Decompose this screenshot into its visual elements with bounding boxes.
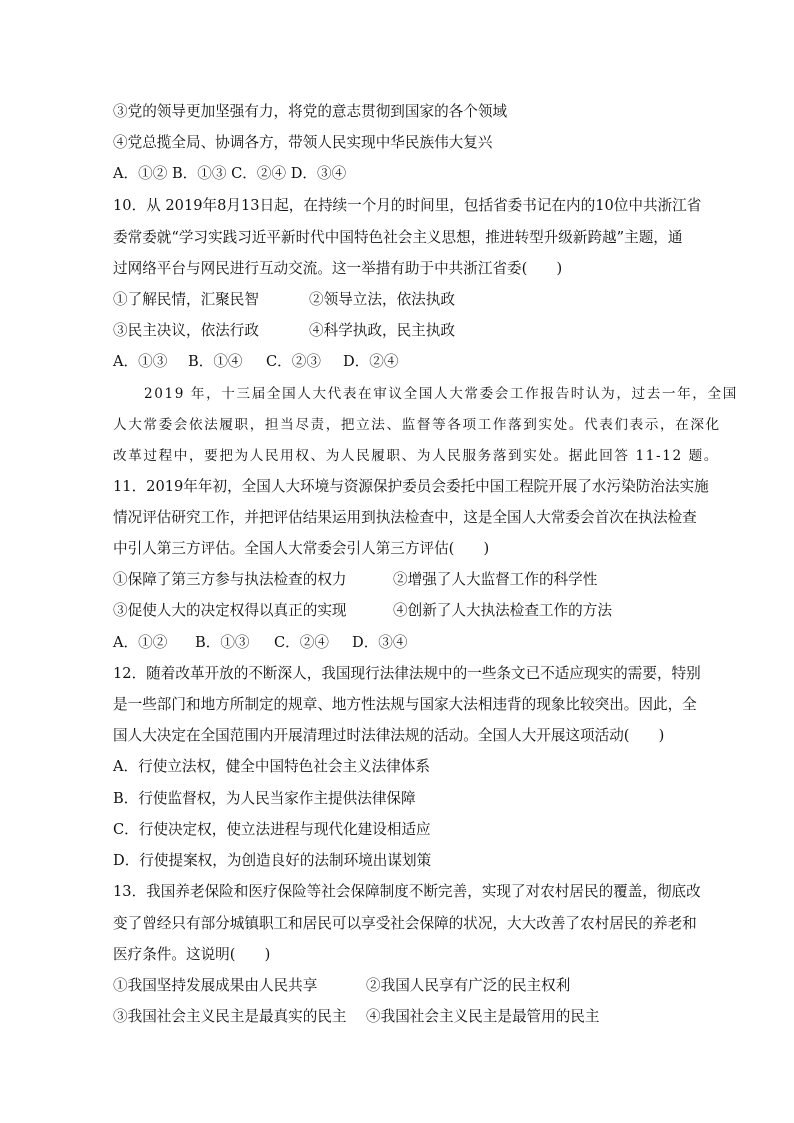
q9-choices: A．①② B．①③ C．②④ D．③④ [113,165,347,182]
material-line: 人大常委会依法履职，担当尽责，把立法、监督等各项工作落到实处。代表们表示，在深化 [113,417,721,433]
q11-option: ①保障了第三方参与执法检查的权力 [113,571,347,588]
q10-option: ①了解民情，汇聚民智 [113,291,259,308]
q13-option: ③我国社会主义民主是最真实的民主 [113,1008,347,1025]
q10-choice: D．②④ [343,353,399,370]
q11-options-row [113,601,693,621]
q12-stem-line: 12．随着改革开放的不断深人，我国现行法律法规中的一些条文已不适应现实的需要，特别 [113,665,701,682]
q10-stem-line: 过网络平台与网民进行互动交流。这一举措有助于中共浙江省委( ) [113,260,563,277]
q11-option: ④创新了人大执法检查工作的方法 [393,602,612,619]
q12-stem-line: 是一些部门和地方所制定的规章、地方性法规与国家大法相违背的现象比较突出。因此，全 [113,696,697,713]
material-line: 改革过程中，要把为人民用权、为人民履职、为人民服务落到实处。据此回答 11-12 题。 [113,448,720,464]
material-line: 2019 年，十三届全国人大代表在审议全国人大常委会工作报告时认为，过去一年，全国 [144,386,738,402]
q11-option: ③促使人大的决定权得以真正的实现 [113,602,347,619]
q11-choice: A．①② [113,634,168,651]
q12-option: A．行使立法权，健全中国特色社会主义法律体系 [113,758,431,775]
q10-choice: C．②③ [266,353,321,370]
q11-option: ②增强了人大监督工作的科学性 [393,571,598,588]
q12-option: C．行使决定权，使立法进程与现代化建设相适应 [113,821,431,838]
q9-option-3: ③党的领导更加坚强有力，将党的意志贯彻到国家的各个领域 [113,103,508,120]
q12-option: B．行使监督权，为人民当家作主提供法律保障 [113,790,416,807]
q13-stem-line: 13．我国养老保险和医疗保险等社会保障制度不断完善，实现了对农村居民的覆盖，彻底改 [113,883,701,900]
q11-stem-line: 中引人第三方评估。全国人大常委会引人第三方评估( ) [113,540,490,557]
q13-option: ④我国社会主义民主是最管用的民主 [366,1008,600,1025]
q11-options-row [113,570,693,590]
q10-stem-line: 10．从 2019年8月13日起，在持续一个月的时间里，包括省委书记在内的10位中共浙江省 [113,197,702,214]
q13-stem-line: 变了曾经只有部分城镇职工和居民可以享受社会保障的状况，大大改善了农村居民的养老和 [113,915,697,932]
q11-choice: B．①③ [195,634,250,651]
q10-choice: A．①③ [113,353,168,370]
q11-choices-row [113,633,693,653]
q13-options-row [113,1007,693,1027]
q10-option: ②领导立法，依法执政 [309,291,455,308]
q13-option: ①我国坚持发展成果由人民共享 [113,977,318,994]
q12-stem-line: 国人大决定在全国范围内开展清理过时法律法规的活动。全国人大开展这项活动( ) [113,727,665,744]
q13-options-row [113,976,693,996]
q11-choice: D．③④ [352,634,408,651]
q11-stem-line: 11．2019年年初，全国人大环境与资源保护委员会委托中国工程院开展了水污染防治法实施 [113,478,709,495]
q12-option: D．行使提案权，为创造良好的法制环境出谋划策 [113,852,432,869]
q9-option-4: ④党总揽全局、协调各方，带领人民实现中华民族伟大复兴 [113,134,493,151]
q10-choices-row [113,352,693,372]
q10-option: ④科学执政，民主执政 [309,322,455,339]
q13-stem-line: 医疗条件。这说明( ) [113,946,271,963]
q10-option: ③民主决议，依法行政 [113,322,259,339]
q10-options-row [113,290,693,310]
q11-stem-line: 情况评估研究工作，并把评估结果运用到执法检查中，这是全国人大常委会首次在执法检查 [113,509,697,526]
q10-stem-line: 委常委就“学习实践习近平新时代中国特色社会主义思想，推进转型升级新跨越”主题，通 [113,229,683,246]
q13-option: ②我国人民享有广泛的民主权利 [366,977,571,994]
q10-options-row [113,321,693,341]
q11-choice: C．②④ [274,634,329,651]
q10-choice: B．①④ [188,353,243,370]
